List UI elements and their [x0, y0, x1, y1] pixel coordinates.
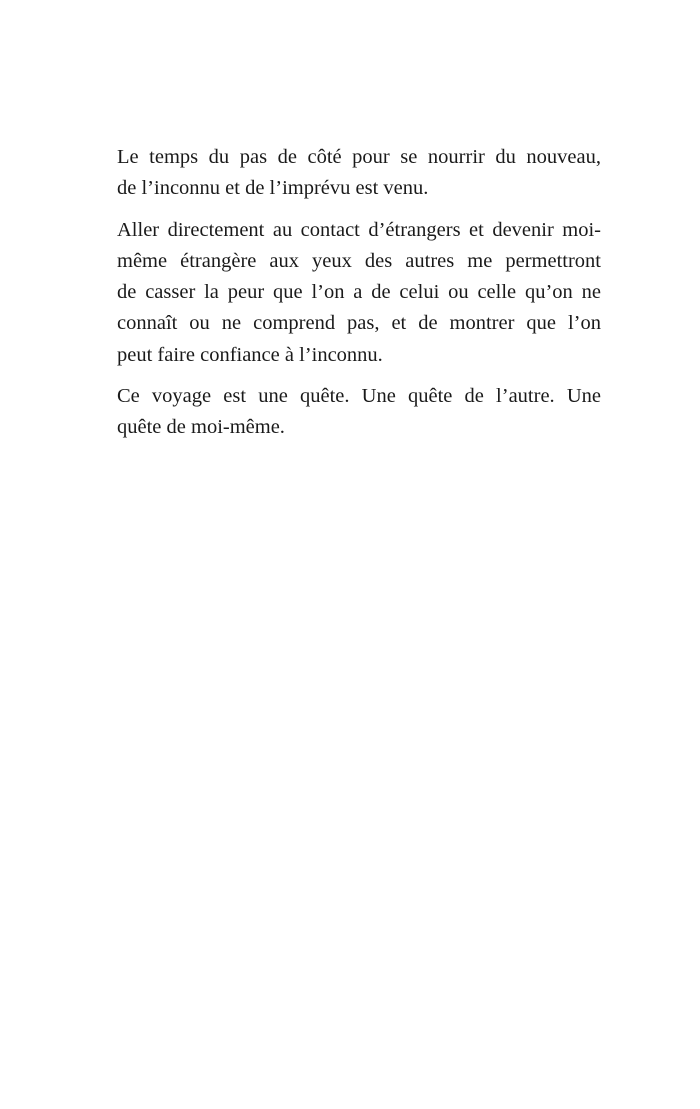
text-line: même étrangère aux yeux des autres me permettront — [117, 249, 601, 272]
text-line: Ce voyage est une quête. Une quête de l’autre. Une — [117, 385, 601, 408]
text-line: de casser la peur que l’on a de celui ou celle qu’on ne — [117, 281, 601, 304]
text-line: Le temps du pas de côté pour se nourrir du nouveau, — [117, 146, 601, 168]
text-line: de l’inconnu et de l’imprévu est venu. — [117, 177, 429, 200]
text-line: peut faire confiance à l’inconnu. — [117, 343, 383, 366]
text-line: connaît ou ne comprend pas, et de montrer que l’on — [117, 312, 601, 335]
paragraph-2 — [117, 215, 601, 371]
paragraph-3 — [117, 381, 601, 444]
paragraph-spacer — [117, 205, 601, 215]
paragraph-1 — [117, 142, 601, 205]
text-line: Aller directement au contact d’étrangers et devenir moi- — [117, 218, 601, 241]
paragraph-spacer — [117, 371, 601, 381]
text-line: quête de moi-même. — [117, 416, 285, 439]
body-text — [117, 142, 601, 444]
